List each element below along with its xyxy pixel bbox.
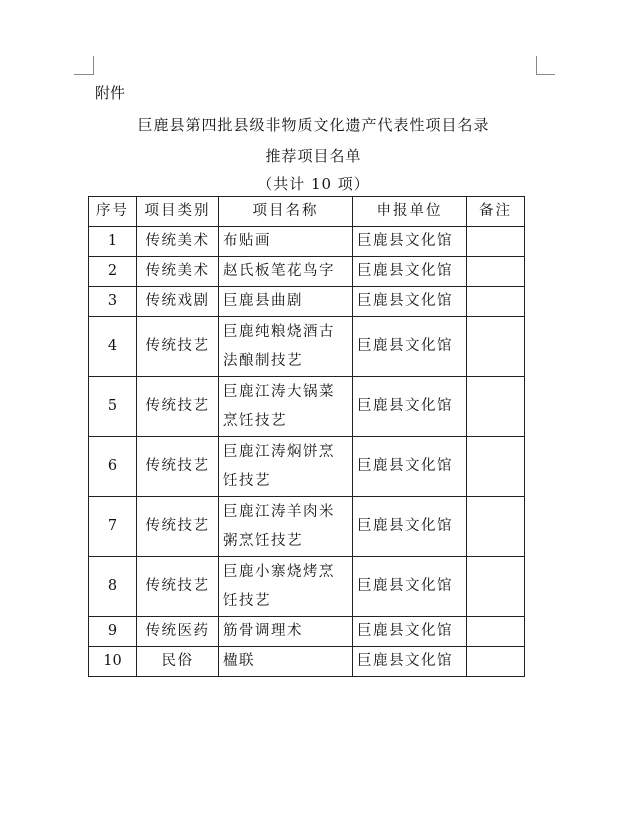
header-note: 备注: [467, 197, 525, 227]
project-table: [88, 196, 525, 677]
row-name: 巨鹿江涛焖饼烹饪技艺: [219, 437, 353, 497]
row-no: 3: [89, 287, 137, 317]
row-note: [467, 617, 525, 647]
row-category: 传统美术: [137, 227, 219, 257]
row-category: 传统技艺: [137, 437, 219, 497]
row-note: [467, 377, 525, 437]
row-unit: 巨鹿县文化馆: [353, 557, 467, 617]
margin-corner-mark-top-left: [74, 74, 93, 75]
row-category: 传统技艺: [137, 497, 219, 557]
margin-corner-mark-top-right: [536, 56, 537, 75]
row-name: 楹联: [219, 647, 353, 677]
row-category: 传统戏剧: [137, 287, 219, 317]
table-row: [89, 617, 525, 647]
row-category: 传统技艺: [137, 317, 219, 377]
document-title: 巨鹿县第四批县级非物质文化遗产代表性项目名录: [137, 116, 490, 134]
row-unit: 巨鹿县文化馆: [353, 227, 467, 257]
table-row: [89, 497, 525, 557]
row-unit: 巨鹿县文化馆: [353, 647, 467, 677]
table-row: [89, 287, 525, 317]
document-count: （共计 10 项）: [257, 175, 370, 193]
table-row: [89, 557, 525, 617]
row-unit: 巨鹿县文化馆: [353, 497, 467, 557]
row-name: 布贴画: [219, 227, 353, 257]
row-note: [467, 557, 525, 617]
row-no: 1: [89, 227, 137, 257]
row-note: [467, 317, 525, 377]
row-name: 巨鹿江涛大锅菜烹饪技艺: [219, 377, 353, 437]
header-name: 项目名称: [219, 197, 353, 227]
row-name: 巨鹿江涛羊肉米粥烹饪技艺: [219, 497, 353, 557]
row-unit: 巨鹿县文化馆: [353, 617, 467, 647]
row-category: 传统医药: [137, 617, 219, 647]
row-note: [467, 257, 525, 287]
header-category: 项目类别: [137, 197, 219, 227]
row-no: 8: [89, 557, 137, 617]
row-note: [467, 497, 525, 557]
row-name: 巨鹿县曲剧: [219, 287, 353, 317]
row-unit: 巨鹿县文化馆: [353, 377, 467, 437]
row-category: 传统美术: [137, 257, 219, 287]
row-no: 6: [89, 437, 137, 497]
row-category: 民俗: [137, 647, 219, 677]
row-no: 9: [89, 617, 137, 647]
table-row: [89, 317, 525, 377]
row-category: 传统技艺: [137, 377, 219, 437]
table-header-row: [89, 197, 525, 227]
table-row: [89, 437, 525, 497]
table-row: [89, 377, 525, 437]
row-note: [467, 437, 525, 497]
row-name: 巨鹿小寨烧烤烹饪技艺: [219, 557, 353, 617]
header-unit: 申报单位: [353, 197, 467, 227]
row-name: 筋骨调理术: [219, 617, 353, 647]
row-no: 2: [89, 257, 137, 287]
table-row: [89, 227, 525, 257]
row-unit: 巨鹿县文化馆: [353, 317, 467, 377]
row-name: 巨鹿纯粮烧酒古法酿制技艺: [219, 317, 353, 377]
row-unit: 巨鹿县文化馆: [353, 437, 467, 497]
row-unit: 巨鹿县文化馆: [353, 257, 467, 287]
row-category: 传统技艺: [137, 557, 219, 617]
row-note: [467, 647, 525, 677]
header-no: 序号: [89, 197, 137, 227]
margin-corner-mark-top-right: [536, 74, 555, 75]
document-subtitle: 推荐项目名单: [265, 147, 362, 165]
table-row: [89, 647, 525, 677]
row-no: 5: [89, 377, 137, 437]
row-note: [467, 287, 525, 317]
row-note: [467, 227, 525, 257]
row-unit: 巨鹿县文化馆: [353, 287, 467, 317]
row-no: 10: [89, 647, 137, 677]
row-no: 7: [89, 497, 137, 557]
attachment-label: 附件: [95, 84, 126, 102]
table-row: [89, 257, 525, 287]
margin-corner-mark-top-left: [93, 56, 94, 75]
row-name: 赵氏板笔花鸟字: [219, 257, 353, 287]
row-no: 4: [89, 317, 137, 377]
